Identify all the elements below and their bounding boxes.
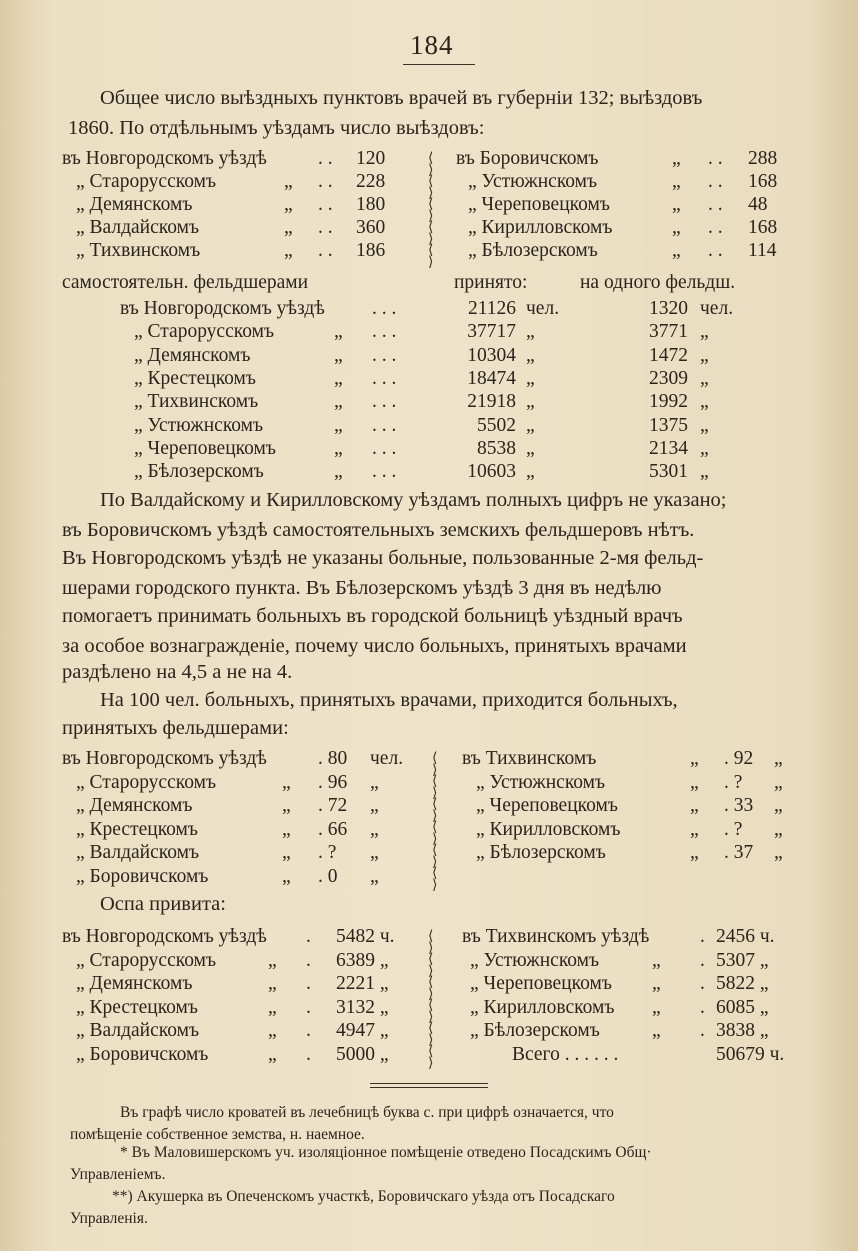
feldsher-district: „ Тихвинскомъ <box>134 391 259 412</box>
patients-per-feldsher: 1472 <box>649 345 688 366</box>
vaccination-count: 2456 ч. <box>716 926 775 947</box>
ditto-mark: „ <box>282 772 291 793</box>
ditto-mark: „ <box>282 842 291 863</box>
leader-dot: . <box>700 1020 705 1041</box>
trip-count: 186 <box>356 240 386 261</box>
header-col3: на одного фельдш. <box>580 272 736 293</box>
leader-dot: . <box>306 926 311 947</box>
trip-district: „ Устюжнскомъ <box>468 171 598 192</box>
per100-district: „ Устюжнскомъ <box>476 772 606 793</box>
unit-label: „ <box>774 819 783 840</box>
trip-count: 228 <box>356 171 386 192</box>
unit-label: „ <box>370 842 379 863</box>
paragraph-line: Въ Новгородскомъ уѣздѣ не указаны больные, пользованные 2-мя фельд- <box>62 547 704 569</box>
brace-mark: ⟩ <box>428 231 434 247</box>
brace-mark: ⟩ <box>428 1009 434 1025</box>
brace-mark: ⟩ <box>432 854 438 870</box>
paragraph-line: принятыхъ фельдшерами: <box>62 717 289 739</box>
per100-value: . ? <box>724 772 743 793</box>
unit-label: „ <box>370 866 379 887</box>
feldsher-district: „ Старорусскомъ <box>134 321 275 342</box>
unit-label: „ <box>370 772 379 793</box>
per100-value: . 92 <box>724 748 754 769</box>
patients-per-feldsher: 1375 <box>649 415 688 436</box>
vaccination-district: Всего . . . . . . <box>512 1044 619 1065</box>
separator-rule-1 <box>370 1083 488 1084</box>
page-number: 184 <box>410 30 454 60</box>
ditto-mark: „ <box>334 345 343 366</box>
per100-district: „ Бѣлозерскомъ <box>476 842 606 863</box>
per100-value: . ? <box>724 819 743 840</box>
leader-dots: . . <box>318 240 333 261</box>
per100-district: „ Крестецкомъ <box>76 819 198 840</box>
footnote-line: Въ графѣ число кроватей въ лечебницѣ буква с. при цифрѣ означается, что <box>120 1104 614 1121</box>
brace-mark: ⟨ <box>428 929 434 944</box>
brace-mark: ⟩ <box>428 1032 434 1048</box>
per100-value: . 96 <box>318 772 348 793</box>
feldsher-district: „ Устюжнскомъ <box>134 415 264 436</box>
vaccination-district: „ Кирилловскомъ <box>470 997 615 1018</box>
vaccination-count: 50679 ч. <box>716 1044 785 1065</box>
unit-label: „ <box>526 345 535 366</box>
brace-mark: ⟨ <box>432 751 438 766</box>
leader-dots: . . . <box>372 415 397 436</box>
brace-mark: ⟨ <box>428 998 434 1013</box>
leader-dot: . <box>700 950 705 971</box>
unit-label: „ <box>526 415 535 436</box>
ditto-mark: „ <box>690 819 699 840</box>
trip-count: 114 <box>748 240 777 261</box>
patients-total: 21126 <box>467 298 516 319</box>
leader-dot: . <box>306 973 311 994</box>
leader-dots: . . <box>708 240 723 261</box>
unit-label: „ <box>774 842 783 863</box>
vaccination-district: „ Устюжнскомъ <box>470 950 600 971</box>
ditto-mark: „ <box>690 748 699 769</box>
ditto-mark: „ <box>652 973 661 994</box>
ditto-mark: „ <box>672 194 681 215</box>
brace-mark: ⟩ <box>432 877 438 893</box>
leader-dot: . <box>306 950 311 971</box>
per100-district: въ Тихвинскомъ <box>462 748 597 769</box>
unit-label: „ <box>700 368 709 389</box>
patients-per-feldsher: 5301 <box>649 461 688 482</box>
feldsher-district: „ Череповецкомъ <box>134 438 276 459</box>
unit-label: „ <box>700 321 709 342</box>
unit-label: „ <box>700 345 709 366</box>
brace-mark: ⟨ <box>428 952 434 967</box>
brace-mark: ⟨ <box>428 1044 434 1059</box>
brace-mark: ⟩ <box>428 254 434 270</box>
per100-district: „ Боровичскомъ <box>76 866 209 887</box>
per100-district: „ Кирилловскомъ <box>476 819 621 840</box>
vaccination-district: „ Валдайскомъ <box>76 1020 200 1041</box>
ditto-mark: „ <box>268 997 277 1018</box>
leader-dots: . . <box>318 171 333 192</box>
feldsher-district: въ Новгородскомъ уѣздѣ <box>120 298 325 319</box>
brace-mark: ⟨ <box>432 774 438 789</box>
separator-rule-2 <box>370 1087 488 1088</box>
vaccination-title: Оспа привита: <box>100 893 226 915</box>
ditto-mark: „ <box>334 438 343 459</box>
brace-mark: ⟩ <box>432 785 438 801</box>
vaccination-count: 5307 „ <box>716 950 769 971</box>
paragraph-line: раздѣлено на 4,5 а не на 4. <box>62 661 293 683</box>
vaccination-count: 5482 ч. <box>336 926 395 947</box>
ditto-mark: „ <box>672 171 681 192</box>
per100-district: „ Демянскомъ <box>76 795 193 816</box>
patients-per-feldsher: 2134 <box>649 438 688 459</box>
trip-district: въ Новгородскомъ уѣздѣ <box>62 148 267 169</box>
unit-label: „ <box>774 795 783 816</box>
vaccination-count: 5822 „ <box>716 973 769 994</box>
brace-mark: ⟩ <box>428 1055 434 1071</box>
patients-total: 18474 <box>467 368 516 389</box>
brace-mark: ⟩ <box>428 185 434 201</box>
brace-mark: ⟨ <box>428 1021 434 1036</box>
unit-label: „ <box>526 368 535 389</box>
unit-label: „ <box>700 391 709 412</box>
brace-mark: ⟩ <box>432 808 438 824</box>
ditto-mark: „ <box>690 842 699 863</box>
per100-district: „ Валдайскомъ <box>76 842 200 863</box>
ditto-mark: „ <box>672 240 681 261</box>
patients-total: 21918 <box>467 391 516 412</box>
unit-label: „ <box>526 391 535 412</box>
brace-mark: ⟨ <box>428 151 434 166</box>
brace-mark: ⟨ <box>428 174 434 189</box>
leader-dots: . . . <box>372 298 397 319</box>
unit-label: „ <box>700 415 709 436</box>
ditto-mark: „ <box>690 772 699 793</box>
unit-label: „ <box>526 438 535 459</box>
unit-label: „ <box>700 461 709 482</box>
leader-dots: . . <box>708 194 723 215</box>
trip-count: 168 <box>748 217 778 238</box>
footnote-line: * Въ Маловишерскомъ уч. изоляціонное помѣщеніе отведено Посадскимъ Общ· <box>120 1144 652 1161</box>
trip-count: 288 <box>748 148 778 169</box>
ditto-mark: „ <box>334 415 343 436</box>
trip-count: 168 <box>748 171 778 192</box>
trip-count: 180 <box>356 194 386 215</box>
ditto-mark: „ <box>334 368 343 389</box>
brace-mark: ⟨ <box>432 866 438 881</box>
unit-label: „ <box>526 321 535 342</box>
brace-mark: ⟩ <box>428 963 434 979</box>
per100-value: . 37 <box>724 842 754 863</box>
leader-dot: . <box>306 997 311 1018</box>
per100-value: . 0 <box>318 866 338 887</box>
ditto-mark: „ <box>284 194 293 215</box>
per100-value: . ? <box>318 842 337 863</box>
ditto-mark: „ <box>282 819 291 840</box>
leader-dot: . <box>700 997 705 1018</box>
unit-label: „ <box>700 438 709 459</box>
ditto-mark: „ <box>334 461 343 482</box>
intro-line-1: Общее число выѣздныхъ пунктовъ врачей въ губерніи 132; выѣздовъ <box>100 87 703 109</box>
trip-district: „ Старорусскомъ <box>76 171 217 192</box>
ditto-mark: „ <box>268 1020 277 1041</box>
footnote-line: помѣщеніе собственное земства, н. наемное. <box>70 1126 365 1143</box>
vaccination-count: 6085 „ <box>716 997 769 1018</box>
trip-district: „ Кирилловскомъ <box>468 217 613 238</box>
vaccination-count: 3132 „ <box>336 997 389 1018</box>
patients-per-feldsher: 3771 <box>649 321 688 342</box>
per100-district: „ Череповецкомъ <box>476 795 618 816</box>
footnote-line: **) Акушерка въ Опеченскомъ участкѣ, Боровичскаго уѣзда отъ Посадскаго <box>112 1188 615 1205</box>
leader-dots: . . <box>318 217 333 238</box>
ditto-mark: „ <box>282 795 291 816</box>
ditto-mark: „ <box>284 240 293 261</box>
leader-dot: . <box>306 1020 311 1041</box>
vaccination-count: 2221 „ <box>336 973 389 994</box>
ditto-mark: „ <box>282 866 291 887</box>
patients-per-feldsher: 1320 <box>649 298 688 319</box>
leader-dots: . . . <box>372 321 397 342</box>
patients-total: 10304 <box>467 345 516 366</box>
footnote-line: Управленія. <box>70 1210 148 1227</box>
brace-mark: ⟨ <box>428 197 434 212</box>
ditto-mark: „ <box>268 973 277 994</box>
trip-count: 120 <box>356 148 386 169</box>
ditto-mark: „ <box>268 1044 277 1065</box>
ditto-mark: „ <box>268 950 277 971</box>
trip-count: 360 <box>356 217 386 238</box>
vaccination-district: „ Демянскомъ <box>76 973 193 994</box>
leader-dots: . . <box>708 171 723 192</box>
trip-district: „ Тихвинскомъ <box>76 240 201 261</box>
ditto-mark: „ <box>652 1020 661 1041</box>
unit-label: „ <box>774 772 783 793</box>
page-number-rule <box>403 64 475 65</box>
leader-dots: . . . <box>372 438 397 459</box>
vaccination-district: „ Череповецкомъ <box>470 973 612 994</box>
vaccination-district: „ Старорусскомъ <box>76 950 217 971</box>
ditto-mark: „ <box>672 217 681 238</box>
patients-total: 10603 <box>467 461 516 482</box>
footnote-line: Управленіемъ. <box>70 1166 166 1183</box>
brace-mark: ⟨ <box>428 975 434 990</box>
paragraph-line: въ Боровичскомъ уѣздѣ самостоятельныхъ земскихъ фельдшеровъ нѣтъ. <box>62 519 695 541</box>
unit-label: чел. <box>370 748 404 769</box>
vaccination-count: 6389 „ <box>336 950 389 971</box>
brace-mark: ⟩ <box>428 162 434 178</box>
brace-mark: ⟨ <box>428 220 434 235</box>
brace-mark: ⟨ <box>432 820 438 835</box>
brace-mark: ⟨ <box>432 843 438 858</box>
feldsher-district: „ Демянскомъ <box>134 345 251 366</box>
trip-district: „ Демянскомъ <box>76 194 193 215</box>
brace-mark: ⟩ <box>428 940 434 956</box>
paragraph-line: По Валдайскому и Кирилловскому уѣздамъ полныхъ цифръ не указано; <box>100 489 727 511</box>
per100-district: „ Старорусскомъ <box>76 772 217 793</box>
vaccination-district: „ Боровичскомъ <box>76 1044 209 1065</box>
vaccination-district: „ Крестецкомъ <box>76 997 198 1018</box>
leader-dots: . . <box>708 217 723 238</box>
per100-value: . 80 <box>318 748 348 769</box>
per100-district: въ Новгородскомъ уѣздѣ <box>62 748 267 769</box>
brace-mark: ⟩ <box>428 986 434 1002</box>
brace-mark: ⟨ <box>428 243 434 258</box>
patients-total: 8538 <box>477 438 516 459</box>
per100-value: . 72 <box>318 795 348 816</box>
feldsher-district: „ Крестецкомъ <box>134 368 256 389</box>
brace-mark: ⟨ <box>432 797 438 812</box>
vaccination-count: 4947 „ <box>336 1020 389 1041</box>
leader-dots: . . . <box>372 345 397 366</box>
ditto-mark: „ <box>652 950 661 971</box>
vaccination-count: 3838 „ <box>716 1020 769 1041</box>
leader-dots: . . . <box>372 391 397 412</box>
ditto-mark: „ <box>284 171 293 192</box>
brace-mark: ⟩ <box>432 762 438 778</box>
leader-dot: . <box>700 926 705 947</box>
leader-dots: . . . <box>372 461 397 482</box>
patients-per-feldsher: 1992 <box>649 391 688 412</box>
vaccination-count: 5000 „ <box>336 1044 389 1065</box>
header-col2: принято: <box>454 272 528 293</box>
unit-label: „ <box>370 795 379 816</box>
leader-dot: . <box>700 973 705 994</box>
trip-district: „ Бѣлозерскомъ <box>468 240 598 261</box>
header-col1: самостоятельн. фельдшерами <box>62 272 309 293</box>
ditto-mark: „ <box>334 321 343 342</box>
paragraph-line: помогаетъ принимать больныхъ въ городской больницѣ уѣздный врачъ <box>62 605 683 627</box>
unit-label: чел. <box>526 298 560 319</box>
paragraph-line: за особое вознагражденіе, почему число больныхъ, принятыхъ врачами <box>62 635 687 657</box>
ditto-mark: „ <box>284 217 293 238</box>
patients-total: 5502 <box>477 415 516 436</box>
trip-district: „ Валдайскомъ <box>76 217 200 238</box>
unit-label: „ <box>370 819 379 840</box>
trip-district: „ Череповецкомъ <box>468 194 610 215</box>
leader-dots: . . <box>318 194 333 215</box>
ditto-mark: „ <box>334 391 343 412</box>
per100-value: . 33 <box>724 795 754 816</box>
paragraph-line: шерами городского пункта. Въ Бѣлозерскомъ уѣздѣ 3 дня въ недѣлю <box>62 577 662 599</box>
ditto-mark: „ <box>652 997 661 1018</box>
leader-dot: . <box>306 1044 311 1065</box>
brace-mark: ⟩ <box>428 208 434 224</box>
unit-label: „ <box>774 748 783 769</box>
unit-label: чел. <box>700 298 734 319</box>
patients-total: 37717 <box>467 321 516 342</box>
ditto-mark: „ <box>672 148 681 169</box>
unit-label: „ <box>526 461 535 482</box>
patients-per-feldsher: 2309 <box>649 368 688 389</box>
paragraph-line: На 100 чел. больныхъ, принятыхъ врачами, приходится больныхъ, <box>100 689 678 711</box>
vaccination-district: въ Новгородскомъ уѣздѣ <box>62 926 267 947</box>
leader-dots: . . <box>708 148 723 169</box>
leader-dots: . . . <box>372 368 397 389</box>
vaccination-district: „ Бѣлозерскомъ <box>470 1020 600 1041</box>
leader-dots: . . <box>318 148 333 169</box>
trip-count: 48 <box>748 194 768 215</box>
trip-district: въ Боровичскомъ <box>456 148 599 169</box>
intro-line-2: 1860. По отдѣльнымъ уѣздамъ число выѣздовъ: <box>68 117 485 139</box>
vaccination-district: въ Тихвинскомъ уѣздѣ <box>462 926 650 947</box>
feldsher-district: „ Бѣлозерскомъ <box>134 461 264 482</box>
per100-value: . 66 <box>318 819 348 840</box>
ditto-mark: „ <box>690 795 699 816</box>
brace-mark: ⟩ <box>432 831 438 847</box>
